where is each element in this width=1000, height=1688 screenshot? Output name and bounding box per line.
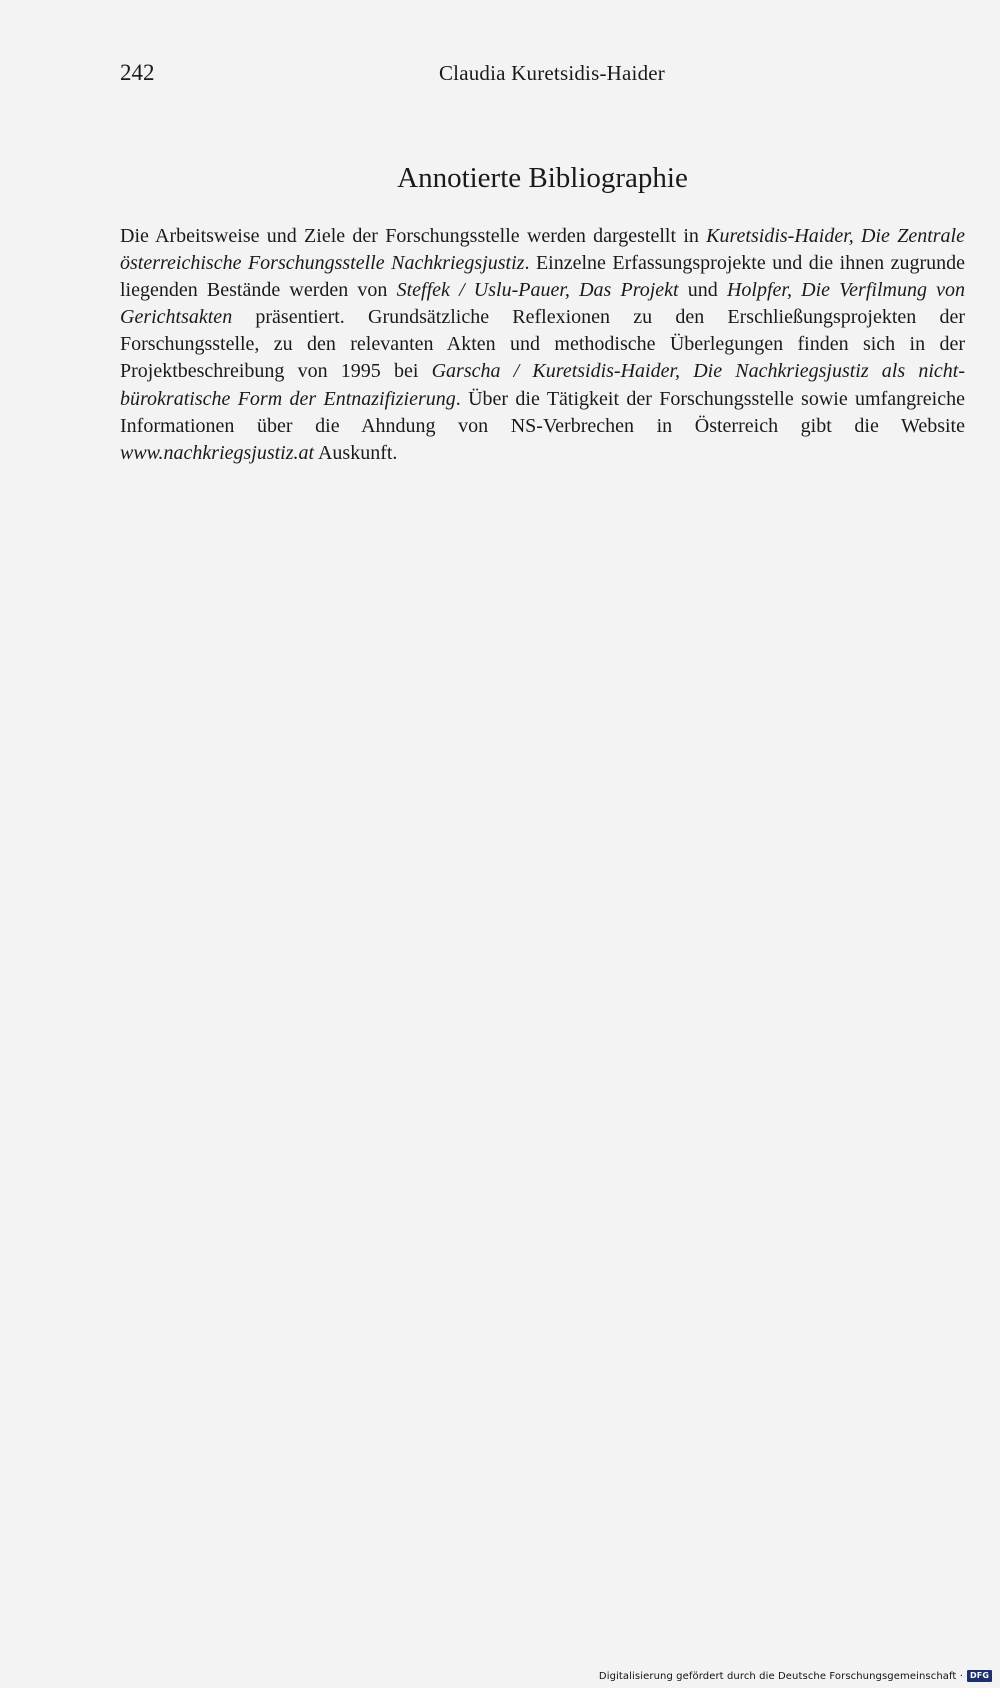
section-title: Annotierte Bibliographie — [397, 162, 688, 194]
text-segment: Die Arbeitsweise und Ziele der Forschungsstelle werden dargestellt in — [120, 225, 707, 247]
citation-steffek-uslu-pauer: Steffek / Uslu-Pauer, Das Projekt — [396, 279, 679, 302]
website-reference: www.nachkriegsjustiz.at — [120, 441, 315, 464]
page-header — [120, 58, 665, 88]
footer-credit-text: Digitalisierung gefördert durch die Deutsche Forschungsgemeinschaft · — [598, 1670, 964, 1682]
digitization-footer — [599, 1670, 992, 1682]
page-number: 242 — [120, 60, 155, 85]
text-segment: präsentiert. Grundsätzliche Reflexionen zu den Erschließungsprojekten der Forschungsstelle, zu den relevanten Akten und methodische Überlegungen finden sich in der Projektbeschreibung von 1995 bei — [120, 306, 965, 383]
text-segment: . Einzelne Erfassungsprojekte und die ihnen zugrunde liegenden Bestände werden von — [120, 252, 965, 302]
bibliography-paragraph — [120, 223, 965, 467]
citation-garscha-kuretsidis-haider: Garscha / Kuretsidis-Haider, Die Nachkriegsjustiz als nicht-bürokratische Form der Entnazifizierung — [120, 360, 965, 410]
citation-kuretsidis-haider: Kuretsidis-Haider, Die Zentrale österreichische Forschungsstelle Nachkriegsjustiz — [120, 225, 965, 275]
text-segment: und — [678, 279, 727, 302]
text-segment: Auskunft. — [314, 441, 398, 464]
dfg-logo-icon: DFG — [967, 1670, 992, 1682]
running-head-author: Claudia Kuretsidis-Haider — [438, 61, 665, 85]
citation-holpfer: Holpfer, Die Verfilmung von Gerichtsakten — [120, 279, 965, 329]
text-segment: . Über die Tätigkeit der Forschungsstelle sowie umfangreiche Informationen über die Ahndung von NS-Verbrechen in Österreich gibt die Website — [120, 387, 965, 437]
